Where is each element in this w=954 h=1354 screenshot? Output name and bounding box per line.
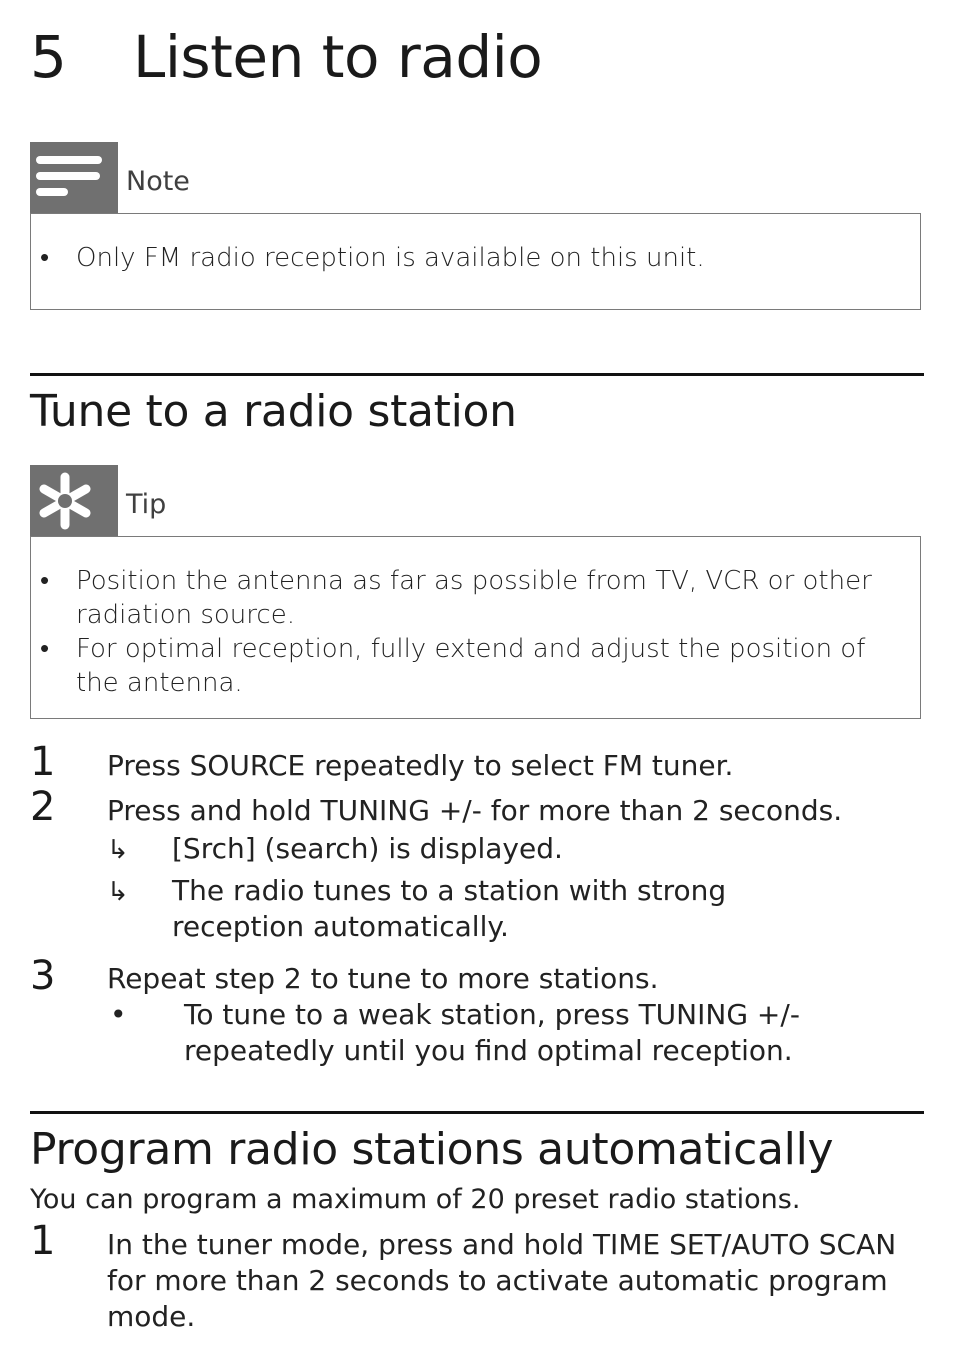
tip-box — [30, 536, 921, 719]
note-item: • Only FM radio reception is available on this unit. — [31, 241, 891, 275]
chapter-number: 5 — [30, 23, 67, 91]
result-arrow-icon: ↳ — [107, 877, 129, 907]
note-label: Note — [126, 166, 190, 197]
tip-item: • Position the antenna as far as possible from TV, VCR or other radiation source. — [31, 564, 891, 632]
step-text: Press SOURCE repeatedly to select FM tuner. — [107, 749, 734, 782]
step-number: 2 — [30, 784, 56, 830]
note-icon — [30, 142, 118, 214]
step-number: 1 — [30, 739, 56, 785]
tip-label: Tip — [126, 489, 167, 520]
button-name: TUNING +/- — [320, 794, 482, 827]
button-name: TIME SET/AUTO SCAN — [592, 1228, 897, 1261]
section-divider — [30, 1111, 924, 1114]
step-text: In the tuner mode, press and hold TIME SET/AUTO SCAN for more than 2 seconds to activate automatic program mode. — [107, 1228, 897, 1333]
tip-item: • For optimal reception, fully extend and adjust the position of the antenna. — [31, 632, 891, 700]
step-text: Repeat step 2 to tune to more stations. — [107, 962, 659, 995]
section-heading-tune: Tune to a radio station — [30, 386, 517, 437]
section-divider — [30, 373, 924, 376]
step-number: 1 — [30, 1218, 56, 1264]
sub-step-text: To tune to a weak station, press TUNING +/- repeatedly until you find optimal reception. — [184, 998, 800, 1067]
button-name: SOURCE — [189, 749, 306, 782]
tip-asterisk-icon — [30, 465, 118, 537]
button-name: TUNING +/- — [638, 998, 800, 1031]
result-text: The radio tunes to a station with strong reception automatically. — [172, 874, 727, 943]
step-text: Press and hold TUNING +/- for more than 2 seconds. — [107, 794, 843, 827]
section-intro: You can program a maximum of 20 preset radio stations. — [30, 1184, 801, 1215]
section-heading-program: Program radio stations automatically — [30, 1124, 834, 1175]
note-box — [30, 213, 921, 310]
step-number: 3 — [30, 953, 56, 999]
sub-bullet: • — [110, 998, 127, 1031]
chapter-title: Listen to radio — [133, 23, 543, 91]
result-text: [Srch] (search) is displayed. — [172, 832, 563, 865]
result-arrow-icon: ↳ — [107, 835, 129, 865]
